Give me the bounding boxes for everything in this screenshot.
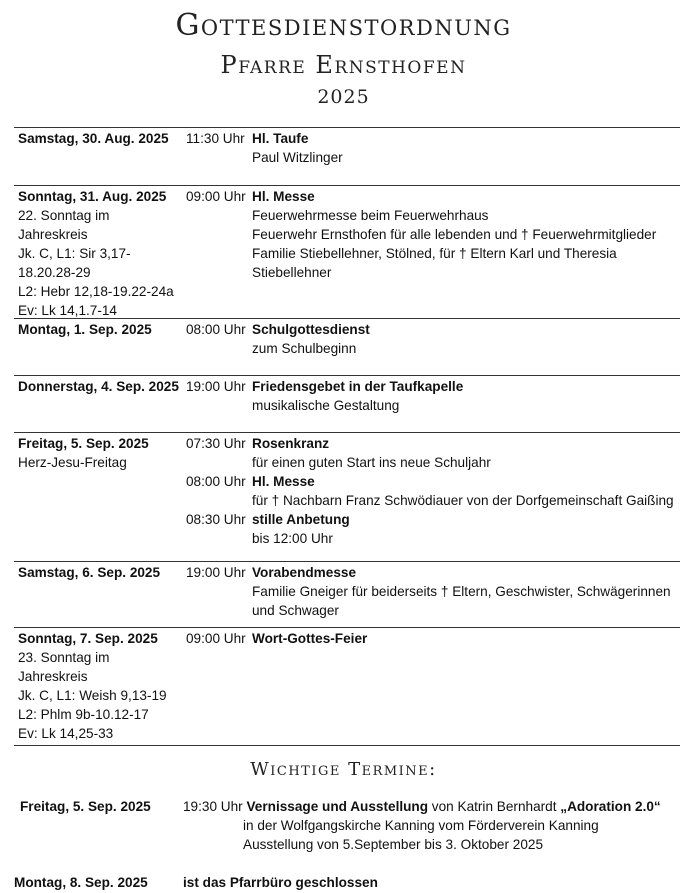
liturgical-note: Jk. C, L1: Sir 3,17-: [18, 246, 131, 261]
liturgical-note: Ev: Lk 14,25-33: [18, 726, 114, 741]
service-time: 09:00 Uhr: [186, 631, 246, 646]
service-detail: Familie Stiebellehner, Stölned, für † Eltern Karl und Theresia: [252, 246, 617, 261]
service-title: Hl. Messe: [252, 189, 315, 204]
service-date: Sonntag, 7. Sep. 2025: [18, 631, 158, 646]
event-location: in der Wolfgangskirche Kanning vom Förderverein Kanning: [243, 818, 599, 833]
liturgical-note: 23. Sonntag im: [18, 650, 110, 665]
service-title: Hl. Taufe: [252, 131, 309, 146]
service-info: [252, 129, 680, 167]
event-by: von Katrin Bernhardt: [428, 799, 561, 814]
closure-text: ist das Pfarrbüro geschlossen: [183, 875, 378, 890]
service-info: [252, 187, 680, 282]
parish-name: Pfarre Ernsthofen: [220, 51, 467, 79]
service-detail: Stiebellehner: [252, 265, 332, 280]
service-info: [252, 320, 680, 358]
service-title: Vorabendmesse: [252, 565, 357, 580]
service-detail: Feuerwehrmesse beim Feuerwehrhaus: [252, 208, 489, 223]
liturgical-note: 18.20.28-29: [18, 265, 91, 280]
service-time: 19:00 Uhr: [186, 379, 246, 394]
closure-date: Montag, 8. Sep. 2025: [14, 875, 148, 890]
service-date: Donnerstag, 4. Sep. 2025: [18, 379, 179, 394]
service-detail: für einen guten Start ins neue Schuljahr: [252, 455, 491, 470]
service-title: Hl. Messe: [252, 474, 315, 489]
service-title: Schulgottesdienst: [252, 322, 370, 337]
liturgical-note: Herz-Jesu-Freitag: [18, 455, 127, 470]
liturgical-note: L2: Hebr 12,18-19.22-24a: [18, 284, 174, 299]
event-title: Vernissage und Ausstellung: [246, 799, 429, 814]
service-detail: Familie Gneiger für beiderseits † Eltern, Geschwister, Schwägerinnen: [252, 584, 671, 599]
service-date: Freitag, 5. Sep. 2025: [18, 436, 149, 451]
liturgical-note: Ev: Lk 14,1.7-14: [18, 303, 117, 318]
service-time: 08:00 Uhr: [186, 322, 246, 337]
event-line: [183, 797, 661, 816]
important-dates-heading: Wichtige Termine:: [250, 759, 437, 780]
service-detail: Paul Witzlinger: [252, 150, 343, 165]
date-cell: [18, 434, 186, 472]
date-cell: [18, 129, 186, 148]
service-date: Samstag, 6. Sep. 2025: [18, 565, 161, 580]
service-date: Montag, 1. Sep. 2025: [18, 322, 152, 337]
service-time: 11:30 Uhr: [186, 131, 245, 146]
service-date: Sonntag, 31. Aug. 2025: [18, 189, 167, 204]
service-time: 19:00 Uhr: [186, 565, 246, 580]
row-divider: [14, 432, 680, 433]
service-info: [252, 472, 680, 510]
date-cell: [18, 629, 186, 743]
document-title: Gottesdienstordnung: [175, 8, 512, 43]
event-work: „Adoration 2.0“: [560, 799, 661, 814]
event-time: 19:30 Uhr: [183, 799, 243, 814]
service-title: Rosenkranz: [252, 436, 330, 451]
service-detail: zum Schulbeginn: [252, 341, 357, 356]
liturgical-note: Jahreskreis: [18, 669, 88, 684]
date-cell: [18, 187, 186, 320]
service-info: [252, 563, 680, 620]
liturgical-note: Jahreskreis: [18, 227, 88, 242]
date-cell: [18, 320, 186, 339]
year: 2025: [317, 86, 370, 108]
service-info: [252, 629, 680, 648]
service-time: 09:00 Uhr: [186, 189, 246, 204]
row-divider: [14, 561, 680, 562]
event-date: Freitag, 5. Sep. 2025: [20, 799, 151, 814]
row-divider: [14, 185, 680, 186]
service-title: Friedensgebet in der Taufkapelle: [252, 379, 464, 394]
table-bottom-rule: [14, 745, 680, 746]
service-info: [252, 377, 680, 415]
event-exhibition-dates: Ausstellung von 5.September bis 3. Oktober 2025: [243, 837, 543, 852]
row-divider: [14, 375, 680, 376]
service-info: [252, 510, 680, 548]
service-title: Wort-Gottes-Feier: [252, 631, 368, 646]
liturgical-note: Jk. C, L1: Weish 9,13-19: [18, 688, 167, 703]
service-detail: musikalische Gestaltung: [252, 398, 400, 413]
liturgical-note: L2: Phlm 9b-10.12-17: [18, 707, 149, 722]
date-cell: [18, 563, 186, 582]
service-time: 07:30 Uhr: [186, 436, 246, 451]
liturgical-note: 22. Sonntag im: [18, 208, 110, 223]
service-detail: Feuerwehr Ernsthofen für alle lebenden und † Feuerwehrmitglieder: [252, 227, 657, 242]
service-time: 08:30 Uhr: [186, 512, 246, 527]
service-detail: bis 12:00 Uhr: [252, 531, 333, 546]
service-info: [252, 434, 680, 472]
service-date: Samstag, 30. Aug. 2025: [18, 131, 169, 146]
row-divider: [14, 127, 680, 128]
service-title: stille Anbetung: [252, 512, 350, 527]
service-detail: für † Nachbarn Franz Schwödiauer von der Dorfgemeinschaft Gaißing: [252, 493, 674, 508]
date-cell: [18, 377, 186, 396]
row-divider: [14, 627, 680, 628]
service-detail: und Schwager: [252, 603, 339, 618]
service-time: 08:00 Uhr: [186, 474, 246, 489]
